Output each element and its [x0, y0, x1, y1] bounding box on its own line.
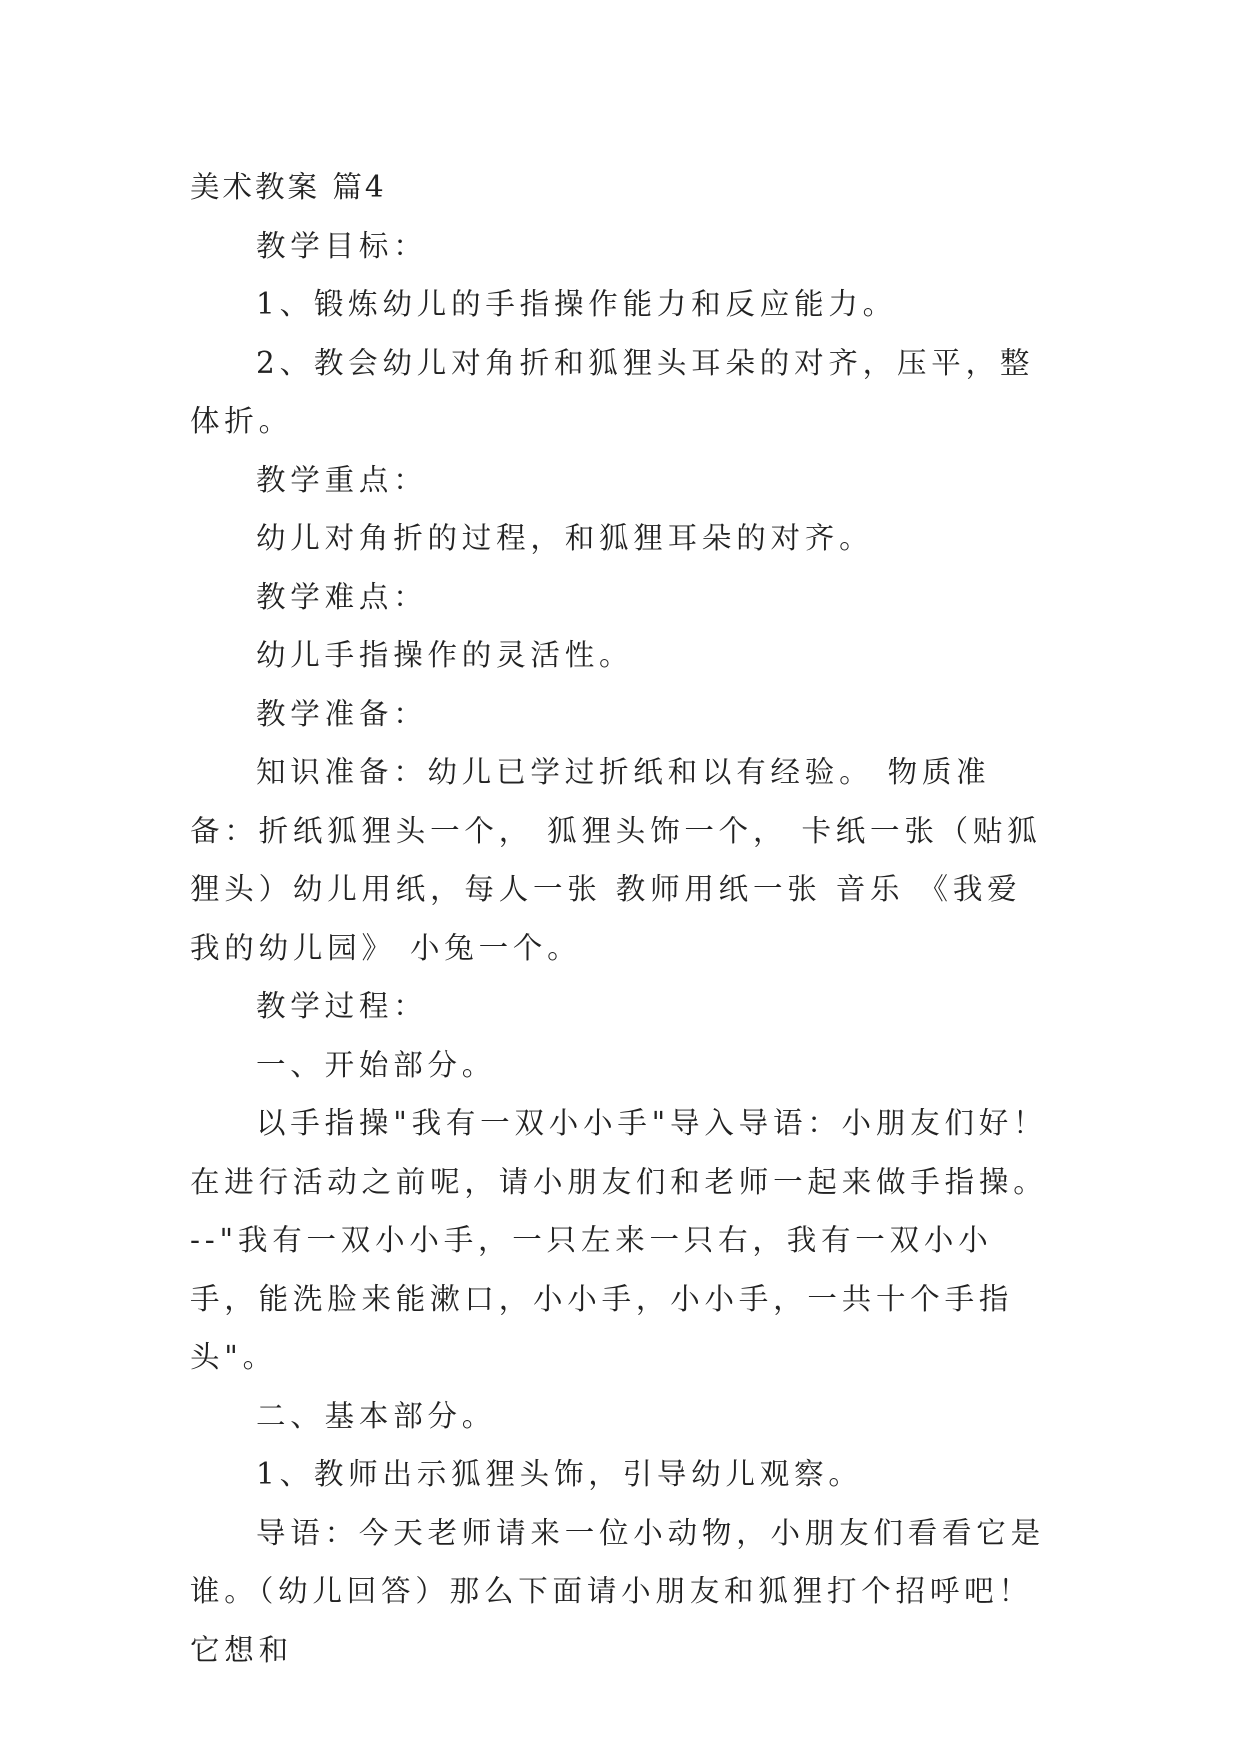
goal-item-1: 1、锻炼幼儿的手指操作能力和反应能力。 [256, 287, 897, 321]
key-points-text: 幼儿对角折的过程，和狐狸耳朵的对齐。 [256, 521, 874, 555]
section-opening: 一、开始部分。 [256, 1047, 497, 1082]
basic-item-1: 1、教师出示狐狸头饰，引导幼儿观察。 [256, 1457, 863, 1491]
section-basic: 二、基本部分。 [256, 1398, 497, 1433]
heading-preparation: 教学准备： [256, 696, 428, 731]
heading-difficulties: 教学难点： [256, 579, 428, 614]
difficulties-text: 幼儿手指操作的灵活性。 [256, 638, 634, 672]
heading-key-points: 教学重点： [256, 462, 428, 497]
document-title: 美术教案 篇4 [190, 170, 387, 204]
document-body [190, 158, 1050, 1679]
heading-teaching-goals: 教学目标： [256, 228, 428, 263]
preparation-text: 知识准备：幼儿已学过折纸和以有经验。 物质准备：折纸狐狸头一个， 狐狸头饰一个， 卡纸一张（贴狐狸头）幼儿用纸，每人一张 教师用纸一张 音乐 《我爱我的幼儿园》 小兔一个。 [190, 755, 1042, 965]
heading-process: 教学过程： [256, 989, 428, 1023]
guide-text: 导语：今天老师请来一位小动物，小朋友们看看它是谁。（幼儿回答）那么下面请小朋友和狐狸打个招呼吧！它想和 [190, 1515, 1045, 1667]
opening-text: 以手指操"我有一双小小手"导入导语：小朋友们好！在进行活动之前呢，请小朋友们和老师一起来做手指操。 --"我有一双小小手，一只左来一只右，我有一双小小手，能洗脸来能漱口，小小手，小小手，一共十个手指头"。 [190, 1106, 1048, 1374]
goal-item-2: 2、教会幼儿对角折和狐狸头耳朵的对齐，压平，整体折。 [190, 345, 1035, 438]
